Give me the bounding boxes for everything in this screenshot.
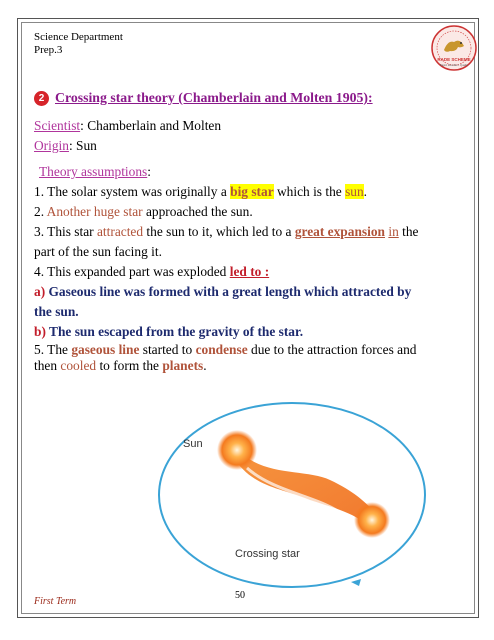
section-number-badge: 2: [34, 91, 49, 106]
p5-text-d: then: [34, 358, 61, 373]
b-text: The sun escaped from the gravity of the star.: [45, 324, 304, 339]
p4-led-to: led to :: [229, 264, 270, 279]
p3-text-a: 3. This star: [34, 224, 97, 239]
assumptions-heading: [34, 162, 454, 182]
p2-text-b: approached the sun.: [142, 204, 253, 219]
p3-in: in: [388, 224, 399, 239]
point-a-cont: the sun.: [34, 304, 79, 319]
scientist-line: [34, 116, 454, 136]
p5-planets: planets: [162, 358, 204, 373]
grade-label: Prep.3: [34, 44, 63, 56]
department-label: Science Department: [34, 31, 123, 43]
a-text-1: Gaseous line was formed with a great length which attracted by: [45, 284, 412, 299]
p5-text-a: 5. The: [34, 342, 72, 357]
point-2: [34, 202, 454, 222]
point-4: [34, 262, 454, 282]
point-3-cont: part of the sun facing it.: [34, 244, 162, 259]
p2-another-star: Another huge star: [46, 204, 143, 219]
p5-gaseous-line: gaseous line: [71, 342, 140, 357]
scientist-value: : Chamberlain and Molten: [80, 118, 222, 133]
assumptions-heading-text: Theory assumptions: [39, 164, 148, 179]
p2-text-a: 2.: [34, 204, 47, 219]
logo-text: RADE SCHEME: [437, 57, 471, 62]
point-a: [34, 282, 454, 302]
p1-text-b: which is the: [273, 184, 346, 199]
logo-tagline: Rapid. Excellent. Quality: [439, 64, 469, 67]
p5-condense: condense: [195, 342, 248, 357]
p5-text-b: started to: [139, 342, 196, 357]
origin-value: : Sun: [68, 138, 97, 153]
origin-label: Origin: [34, 138, 69, 153]
p5-cooled: cooled: [60, 358, 97, 373]
p5-text-e: to form the: [96, 358, 163, 373]
p1-sun: sun: [345, 184, 364, 199]
a-label: a): [34, 284, 46, 299]
p3-text-b: the sun to it, which led to a: [143, 224, 295, 239]
point-b: [34, 322, 454, 342]
page-header: [34, 31, 123, 57]
footer-term: First Term: [34, 596, 77, 607]
section-title: [34, 88, 454, 108]
point-5: [34, 342, 454, 358]
sun-label: Sun: [183, 438, 203, 450]
p5-text-c: due to the attraction forces and: [247, 342, 417, 357]
p3-great-expansion: great expansion: [294, 224, 385, 239]
crossing-star-shape: [354, 502, 390, 538]
crossing-star-diagram: [155, 398, 430, 593]
p1-text-a: 1. The solar system was originally a: [34, 184, 231, 199]
p5-end: .: [203, 358, 207, 373]
sun-shape: [217, 430, 257, 470]
assumptions-colon: :: [147, 164, 151, 179]
point-3: [34, 222, 454, 242]
p3-text-d: the: [398, 224, 419, 239]
p1-big-star: big star: [230, 184, 274, 199]
orbit-arrow-icon: [351, 579, 361, 586]
section-title-text: Crossing star theory (Chamberlain and Molten 1905):: [55, 90, 373, 105]
point-1: [34, 182, 454, 202]
b-label: b): [34, 324, 46, 339]
p3-attracted: attracted: [96, 224, 144, 239]
origin-line: [34, 136, 454, 156]
main-content: [34, 88, 454, 374]
p1-text-c: .: [363, 184, 368, 199]
school-logo: [430, 24, 478, 72]
p4-text-a: 4. This expanded part was exploded: [34, 264, 230, 279]
point-5-cont: [34, 358, 454, 374]
page-number: 50: [235, 590, 245, 601]
crossing-star-label: Crossing star: [235, 548, 300, 560]
scientist-label: Scientist: [34, 118, 81, 133]
